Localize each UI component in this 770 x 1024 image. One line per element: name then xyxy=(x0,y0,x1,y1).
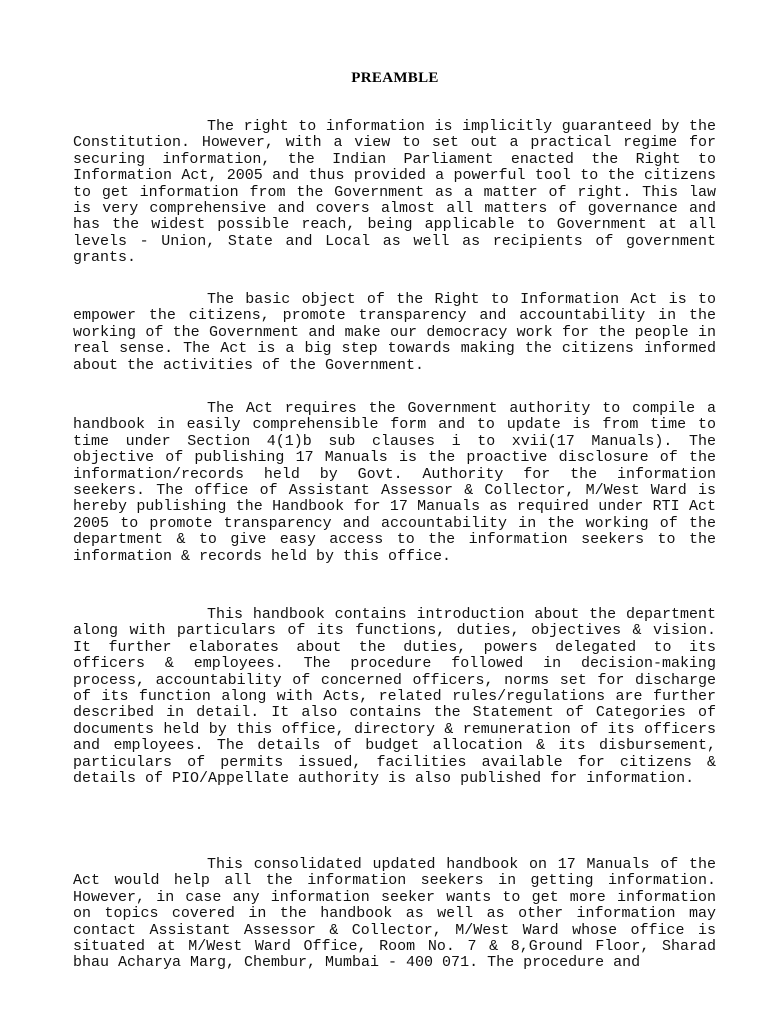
paragraph-basic-object: The basic object of the Right to Information Act is to empower the citizens, promote transparency and accountability in the working of the Government and make our democracy work for the people in real sense. The Act is a big step towards making the citizens informed about the activities of the Government. xyxy=(73,291,716,374)
paragraph-right-to-information: The right to information is implicitly guaranteed by the Constitution. However, with a view to set out a practical regime for securing information, the Indian Parliament enacted the Right to Information Act, 2005 and thus provided a powerful tool to the citizens to get information from the Government as a matter of right. This law is very comprehensive and covers almost all matters of governance and has the widest possible reach, being applicable to Government at all levels - Union, State and Local as well as recipients of government grants. xyxy=(73,118,716,267)
paragraph-act-requirements: The Act requires the Government authority to compile a handbook in easily comprehensible form and to update is from time to time under Section 4(1)b sub clauses i to xvii(17 Manuals). The objective of publishing 17 Manuals is the proactive disclosure of the information/records held by Govt. Authority for the information seekers. The office of Assistant Assessor & Collector, M/West Ward is hereby publishing the Handbook for 17 Manuals as required under RTI Act 2005 to promote transparency and accountability in the working of the department & to give easy access to the information seekers to the information & records held by this office. xyxy=(73,400,716,565)
paragraph-consolidated-handbook: This consolidated updated handbook on 17 Manuals of the Act would help all the information seekers in getting information. However, in case any information seeker wants to get more information on topics covered in the handbook as well as other information may contact Assistant Assessor & Collector, M/West Ward whose office is situated at M/West Ward Office, Room No. 7 & 8,Ground Floor, Sharad bhau Acharya Marg, Chembur, Mumbai - 400 071. The procedure and xyxy=(73,856,716,972)
paragraph-handbook-contents: This handbook contains introduction about the department along with particulars of its functions, duties, objectives & vision. It further elaborates about the duties, powers delegated to its officers & employees. The procedure followed in decision-making process, accountability of concerned officers, norms set for discharge of its function along with Acts, related rules/regulations are further described in detail. It also contains the Statement of Categories of documents held by this office, directory & remuneration of its officers and employees. The details of budget allocation & its disbursement, particulars of permits issued, facilities available for citizens & details of PIO/Appellate authority is also published for information. xyxy=(73,606,716,788)
page-title: PREAMBLE xyxy=(351,70,439,86)
